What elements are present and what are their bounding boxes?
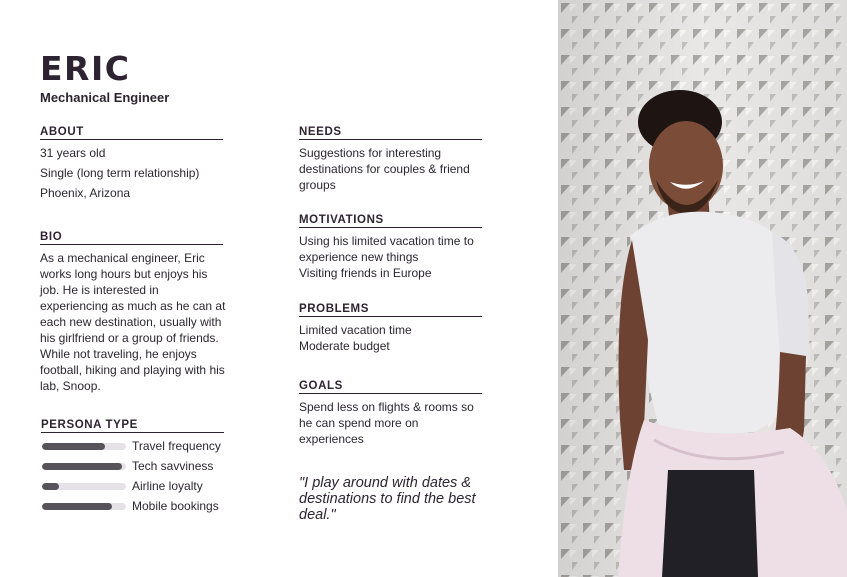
goals-text: Spend less on flights & rooms so he can spend more on experiences — [299, 400, 474, 446]
bio-text: As a mechanical engineer, Eric works long hours but enjoys his job. He is interested in experiencing as much as he can at each new destination, usually with his girlfriend or a group of friends. While not traveling, he enjoys football, hiking and playing with his lab, Snoop. — [40, 251, 226, 393]
trait-bar-track — [42, 443, 126, 450]
persona-type-heading: PERSONA TYPE — [41, 418, 224, 433]
about-location: Phoenix, Arizona — [40, 186, 131, 200]
trait-label: Mobile bookings — [132, 499, 219, 513]
persona-photo-illustration — [558, 0, 847, 577]
problem-item: Moderate budget — [299, 339, 390, 353]
trait-bar-fill — [42, 503, 112, 510]
needs-text: Suggestions for interesting destinations for couples & friend groups — [299, 146, 470, 192]
trait-bar-fill — [42, 483, 59, 490]
motivation-item: Visiting friends in Europe — [299, 266, 432, 280]
problem-item: Limited vacation time — [299, 323, 412, 337]
about-relationship: Single (long term relationship) — [40, 166, 200, 180]
needs-heading: NEEDS — [299, 125, 482, 140]
trait-bar-track — [42, 463, 126, 470]
persona-photo — [558, 0, 847, 577]
trait-bar-fill — [42, 443, 105, 450]
trait-bar-track — [42, 503, 126, 510]
motivation-item: Using his limited vacation time to experience new things — [299, 234, 474, 264]
problems-heading: PROBLEMS — [299, 302, 482, 317]
persona-quote: "I play around with dates & destinations to find the best deal." — [299, 475, 476, 523]
about-heading: ABOUT — [40, 125, 223, 140]
trait-bar-track — [42, 483, 126, 490]
about-list — [40, 145, 230, 205]
motivations-list — [299, 233, 484, 281]
bio-heading: BIO — [40, 230, 223, 245]
trait-label: Tech savviness — [132, 459, 214, 473]
trait-bar-fill — [42, 463, 122, 470]
persona-name: ERIC — [40, 49, 131, 88]
trait-label: Airline loyalty — [132, 479, 203, 493]
about-age: 31 years old — [40, 146, 106, 160]
goals-heading: GOALS — [299, 379, 482, 394]
persona-role: Mechanical Engineer — [40, 90, 170, 105]
motivations-heading: MOTIVATIONS — [299, 213, 482, 228]
problems-list — [299, 322, 489, 354]
trait-label: Travel frequency — [132, 439, 221, 453]
